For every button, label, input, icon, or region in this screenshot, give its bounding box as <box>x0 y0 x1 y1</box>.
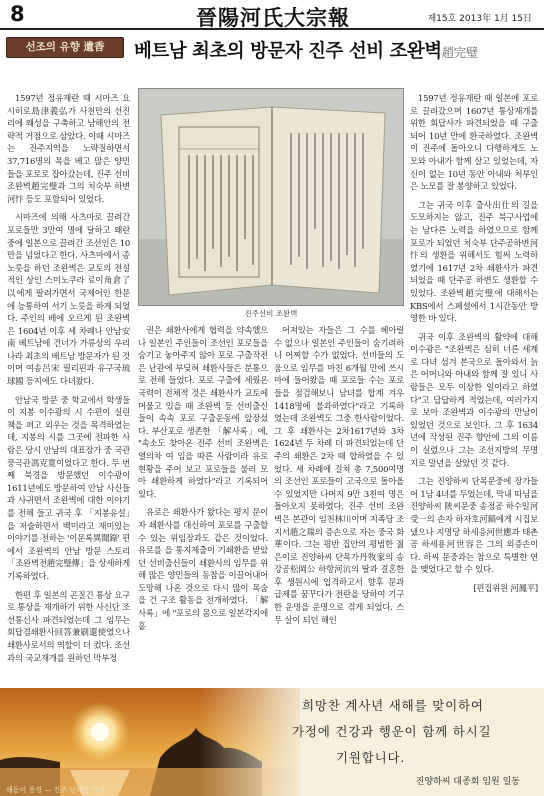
greeting-line-3: 기원합니다. <box>336 750 406 765</box>
article-column-2 <box>138 324 268 676</box>
paragraph: 그는 진양하씨 단목문중에 장가들어 1남 4녀를 두었는데, 막내 따님을 진양하씨 陝씨문중 송정공 하수일河受一의 손자 하자호河鎬에게 시집보냈으나 지명당 하세응河世應과 태촌공 하세용河世容은 그의 외증손이다. 하씨 문중과는 참으로 특별한 연을 맺었다고 할 수 있다. <box>410 476 538 575</box>
greeting-line-1: 희망찬 계사년 새해를 맞이하여 <box>302 698 484 713</box>
paragraph: 1597년 정유재란 때 시마즈 요시히로島津義弘가 사천만의 선진리에 왜성을 구축하고 남해안의 전략적 거점으로 삼았다. 이때 시마즈는 진주지역을 노략질하면서 37,716명의 목을 베고 많은 양민들을 포로로 잡아갔는데, 진주 선비 조완벽趙完璧과 그의 처숙부 하변河忭 등도 포함되어 있었다. <box>7 93 130 204</box>
paragraph: 귀국 이후 조완벽의 활약에 대해 이수광은 "조완벽은 심히 너른 세계로 다녀 섬겨 본국으로 돌아와서 늙은 어머니와 아내와 함께 잘 있니 사람들은 모두 이상한 일이라고 하였다"고 답답하게 적었는데, 여러가지로 보아 조완벽과 이수광의 만남이 있었던 것으로 보인다. 그 후 1634년에 작성된 진주 향안에 그의 이름이 실렸으나 그는 조선지방의 무명지로 말년을 살았던 것 같다. <box>410 331 538 468</box>
headline-hanja: 趙完璧 <box>441 45 478 60</box>
paragraph: 어져있는 자들은 그 수를 헤아릴 수 없으나 일본인 주인들이 숨기려하니 어찌할 수가 없었다. 선비들의 도움으로 임무를 마친 6개월 만에 쓰시마에 들어왔을 때 포로들 수는 포로들을 점검해보니 남녀를 합계 겨우 1418명에 불과하였다"라고 기록하였는데 조완벽도 그중 한사람이었다. 그 후 쇄환사는 2차1617년와 3차1624년 두 차례 더 파견되었는데 단주의 쇄환은 2차 때 합하였을 수 있었다. 세 차례에 걸쳐 총 7,500여명의 조선인 포로들이 고국으로 돌아올 수 있었지만 나머지 9만 3천여 명은 돌아오지 못하였다. 진주 선비 조완벽은 본관이 임천林川이며 지족당 조지서趙之瑞의 증손으로 자는 중국 화華이다. 그는 평반 집안의 평범한 젊은이로 진양하씨 단목가丹牧家의 송강공松岡公 하항河沆의 딸과 결혼한 후 생원시에 입격하고서 향후 문과 급제를 꿈꾸다가 전란을 당하여 기구한 운명을 운명으로 겪게 되었다. 스무 살이 되던 해인 <box>274 325 404 625</box>
page-number: 8 <box>10 2 25 26</box>
article-headline <box>134 37 538 63</box>
sunset-photo-caption: 해돋이 풍경 — 진주 남해안 일출 <box>6 786 106 794</box>
paragraph: 한편 후 일본의 곤질긴 통상 요구로 통상을 재개하기 위한 사신단 조선통신사 파견되었는데 그 임무는 회답겸쇄환사回答兼刷還使였으나 쇄환사로서의 역할이 더 컸다. 조선과의 국교재개를 원하던 막부정 <box>7 589 130 663</box>
greeting-line-2: 가정에 건강과 행운이 함께 하시길 <box>292 724 492 739</box>
paragraph: 유로은 쇄환사가 왔다는 평지 문이자 쇄환사를 대신하여 포로를 구출할 수 있는 위임장과도 같은 것이었다. 유로를 을 통지제출이 기쇄환을 받았던 선비출신들이 쇄환사의 임무를 위해 많은 양민들의 동참을 이끌어내어 도망해 나온 것으로 다시 많이 목숨을 건 구조 활동을 전개하였다. 「解사록」에 "포로의 몸으로 일본각지에 흩 <box>138 507 268 631</box>
greeting-sender: 진양하씨 대종회 임원 일동 <box>415 777 520 787</box>
article-column-4 <box>410 92 538 676</box>
article-byline: [편집위원 河鳳平] <box>473 582 538 593</box>
article-column-3 <box>274 324 404 676</box>
headline-text: 베트남 최초의 방문자 진주 선비 조완벽 <box>134 41 442 62</box>
series-badge: 선조의 유향 遺香 <box>6 37 124 58</box>
issue-date: 제15호 2013年 1月 15日 <box>427 14 532 24</box>
paragraph: 1597년 정유재란 때 일본에 포로로 끌려갔으며 1607년 통상재개를 위한 회답사가 파견되었을 때 구출되어 10년 만에 환국하였다. 조완벽이 진주에 돌아오니 다행하게도 노모와 아내가 함께 살고 있었는데, 자신이 없는 10년 동안 아내와 처부인은 노모를 잘 봉양하고 있었다. <box>410 93 538 192</box>
article-column-1 <box>7 92 130 676</box>
new-year-greeting <box>0 688 544 796</box>
photo-caption: 진주선비 조완벽 <box>244 309 298 318</box>
open-book-image <box>139 89 404 306</box>
newspaper-title: 晉陽河氏大宗報 <box>196 5 350 30</box>
book-photo <box>138 88 404 306</box>
paragraph: 그는 귀국 이후 출사出仕의 길을 도모하지는 않고, 진주 북구사업에는 남다른 노력을 하였으므로 함께 포로가 되었던 처숙부 단주공하변河忭의 생환을 위해서도 힘써 노력하였기에 1617년 2차 쇄환사가 파견되었을 때 단주공 하변도 생환할 수 있었다. 조완벽趙完璧에 대해서는 KBS에서 스페셜에서 1시간동안 방영한 바 있다. <box>410 199 538 324</box>
paragraph: 안남국 방문 중 학교에서 학생들이 지봉 이수광의 시 수편이 실린 책을 펴고 외우는 것을 목격하였는데, 지봉의 시를 그곳에 전파한 사람은 당시 안남의 대표장가 중 국관 풍극관馮克寬이었다고 한다. 두 번째 북경을 방문했던 이수광이 1611년에도 방문하여 안남 사신들과 사귀면서 조완벽에 대한 이야기를 전해 들고 귀국 후 「지봉유설」을 저술하면서 백미라고 재미있는 이야기를 전하는 '이문록異聞錄' 편에서 조완벽의 안남 방문 스토리 「조완벽전趙完璧傳」을 상세하게 기록하였다. <box>7 394 130 581</box>
paragraph: 시마즈에 의해 사츠마로 끌려간 포로들만 3만여 명에 달하고 왜란 중에 일본으로 끌려간 조선인은 10만을 넘었다고 한다. 사츠마에서 종노릇을 하던 조완벽은 교토의 전설적인 상인 스미노쿠라 료이角倉了以에게 팔려가면서 국제어인 한문에 능통하여 서기 노릇을 하게 되었다. 주인의 배에 오르게 된 조완벽은 1604년 이후 세 차례나 안남安南 베트남에 건너가 가류상의 우리나라 최초의 베트남 방문자가 된 것이며 여송呂宋 필리핀과 유구국琉球國 등지에도 다녀왔다. <box>7 212 130 387</box>
paragraph: 권은 쇄환사에게 협력을 약속했으나 일본인 주인들이 조선인 포로들을 숨기고 놓아주지 않아 포로 구출작전은 난관에 부딪혀 쇄환사들은 분통으로 전해 들었다. 포로 구출에 세웠온 국력이 전체적 것은 쇄환사가 교토에 머물고 있을 때 조완벽 등 선비출신들이 속속 포로 구출운동에 앞장섰다. 부산포로 생존한 「解사록」에, "속소도 찾아온 진주 선비 조완벽은 열의차 여 임을 따른 사람이라 유로 현황을 주어 보고 포로들을 불러 모아 쇄환하게 하였다"라고 기록되어 있다. <box>138 325 268 499</box>
masthead <box>0 0 544 30</box>
